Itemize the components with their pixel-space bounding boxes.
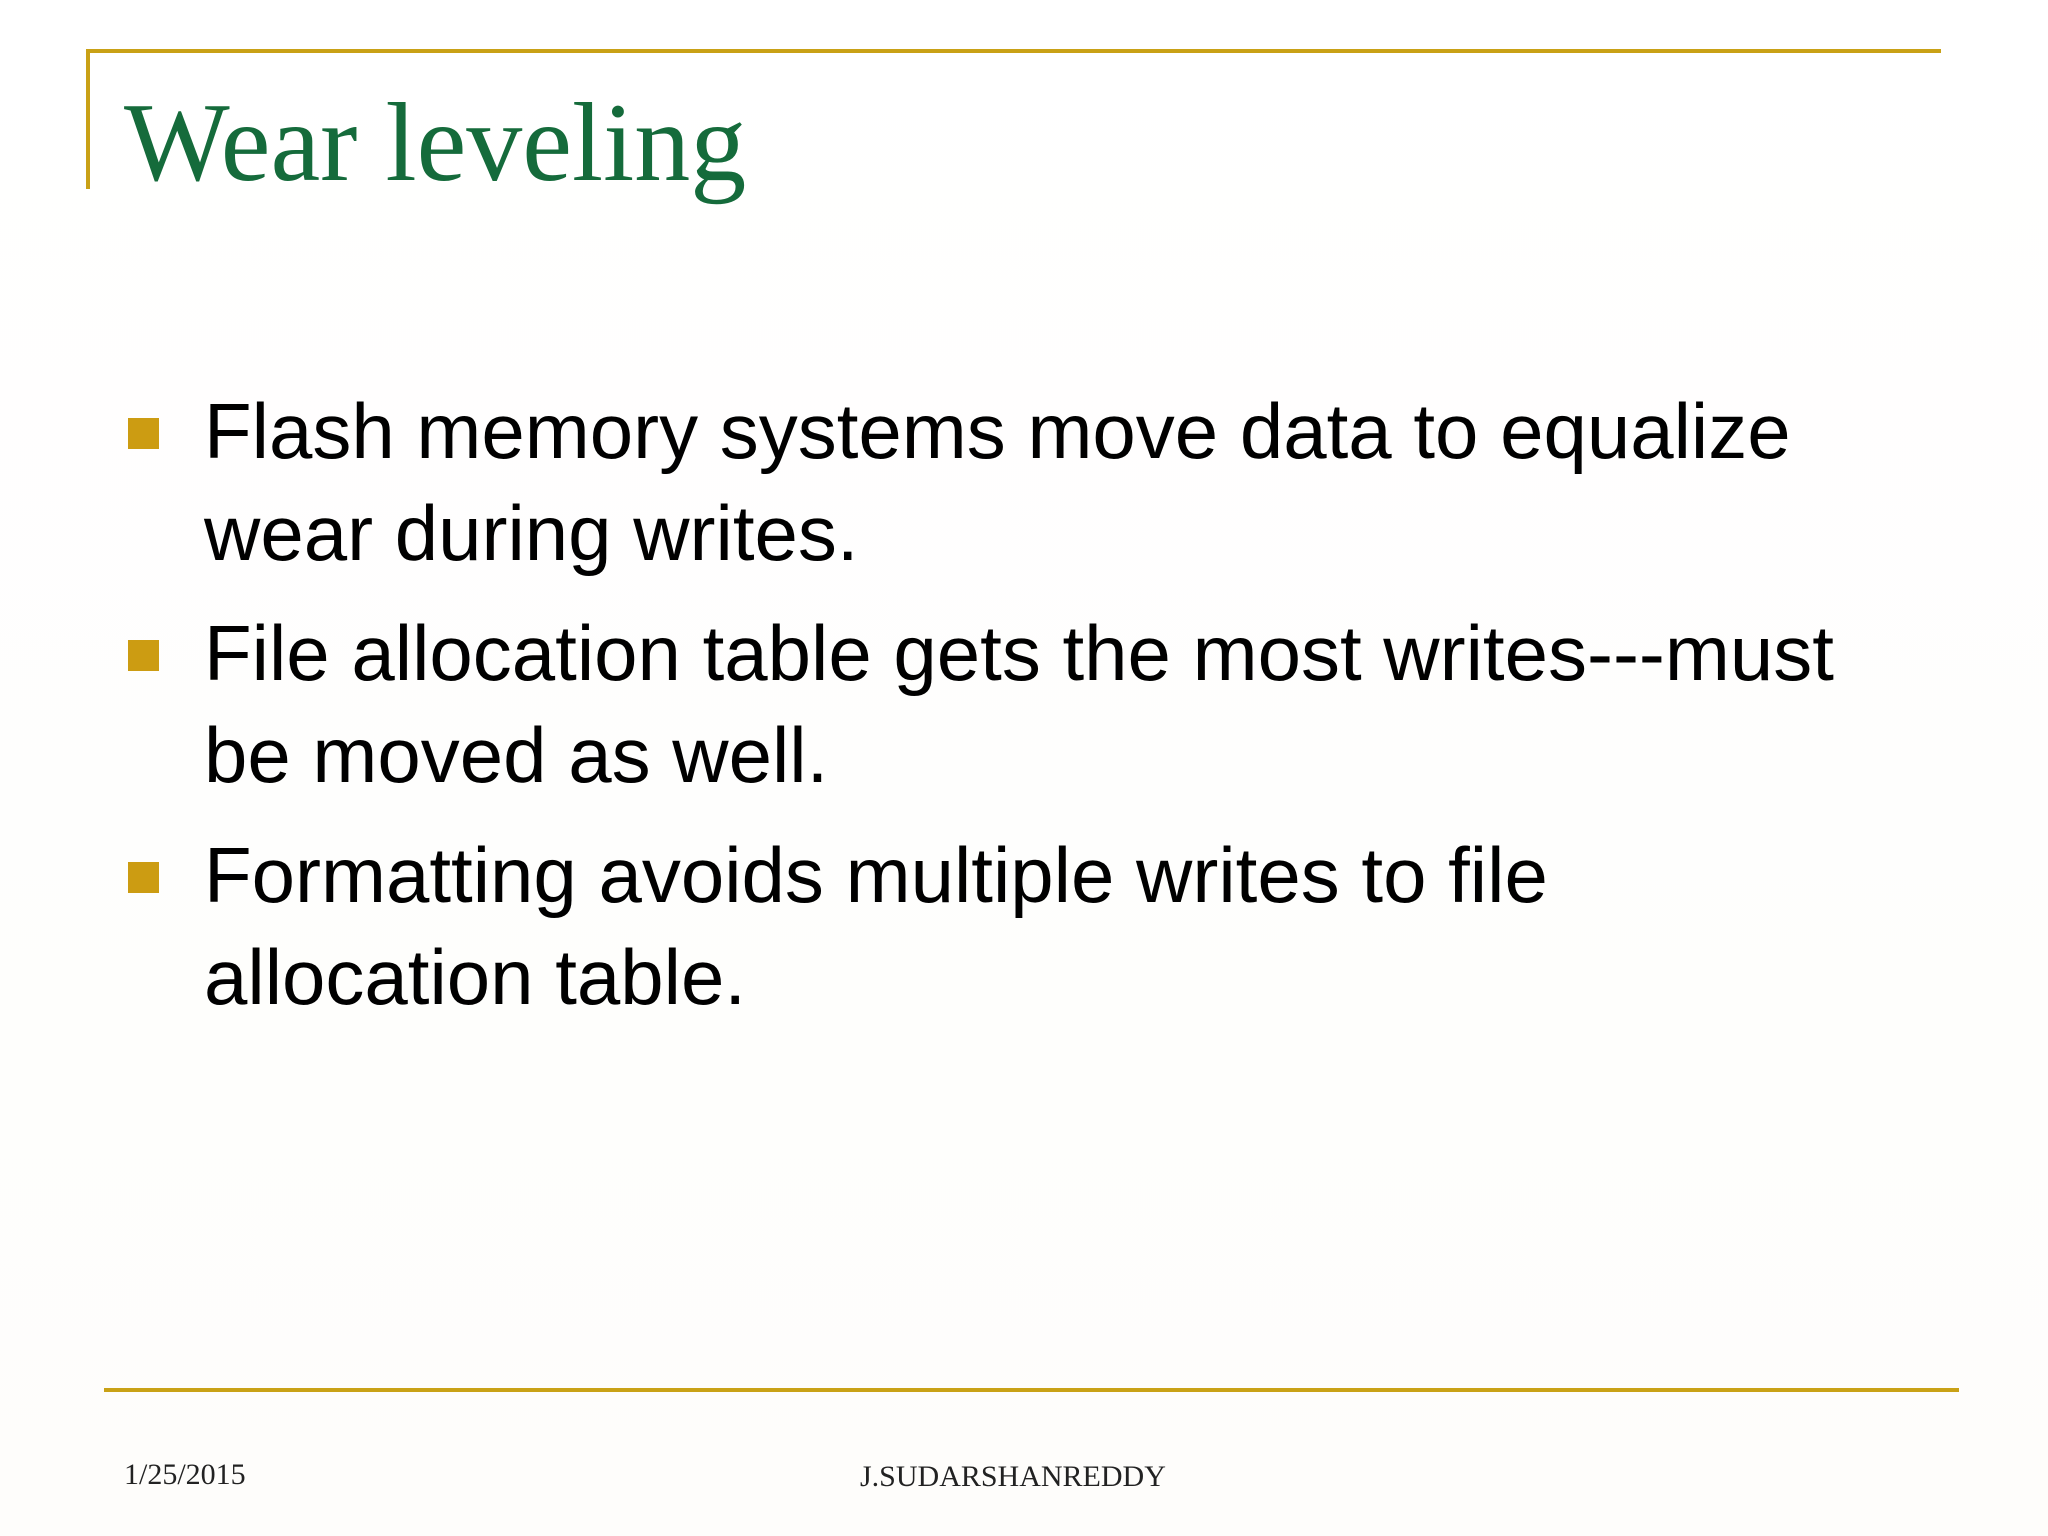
square-bullet-icon <box>128 640 159 671</box>
footer-date: 1/25/2015 <box>124 1458 246 1491</box>
top-border-line <box>86 49 1941 53</box>
footer-divider-line <box>104 1388 1959 1392</box>
left-border-line <box>86 49 90 189</box>
bullet-list <box>128 380 1888 1046</box>
square-bullet-icon <box>128 862 159 893</box>
bullet-item <box>128 380 1888 584</box>
bullet-text: Formatting avoids multiple writes to file allocation table. <box>204 831 1548 1021</box>
slide-title: Wear leveling <box>124 81 747 205</box>
bullet-item <box>128 824 1888 1028</box>
bullet-text: Flash memory systems move data to equalize wear during writes. <box>204 387 1791 577</box>
footer-author: J.SUDARSHANREDDY <box>860 1460 1166 1493</box>
bullet-text: File allocation table gets the most writes---must be moved as well. <box>204 609 1834 799</box>
bullet-item <box>128 602 1888 806</box>
square-bullet-icon <box>128 418 159 449</box>
